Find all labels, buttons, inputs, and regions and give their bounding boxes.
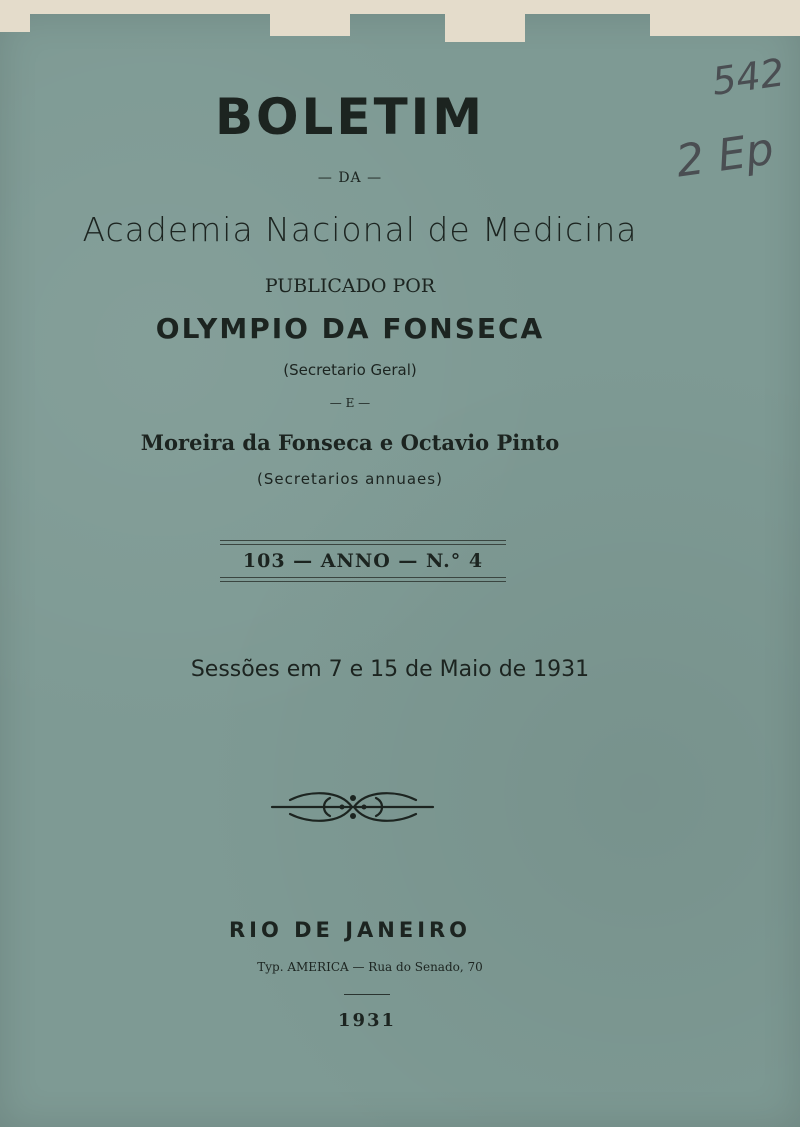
published-by-label: PUBLICADO POR [264, 275, 436, 297]
issue-number: 103 — ANNO — N.° 4 [242, 550, 484, 572]
academy-name: Academia Nacional de Medicina [82, 210, 638, 249]
bulletin-title: BOLETIM [214, 88, 486, 146]
divider [344, 994, 390, 995]
city-name: RIO DE JANEIRO [228, 918, 472, 942]
printer-line: Typ. AMERICA — Rua do Senado, 70 [257, 960, 483, 974]
da-label: — DA — [317, 170, 383, 186]
co-editors-role: (Secretarios annuaes) [257, 470, 443, 488]
torn-edge [270, 14, 350, 36]
publication-year: 1931 [337, 1010, 397, 1031]
torn-edge [650, 14, 800, 36]
torn-edge [0, 14, 30, 32]
publisher-name: OLYMPIO DA FONSECA [155, 312, 545, 345]
conjunction: — E — [329, 396, 371, 410]
handwritten-note: 542 [709, 50, 788, 104]
issue-box [220, 540, 506, 582]
handwritten-note: 2 Ep [672, 123, 777, 188]
co-editors: Moreira da Fonseca e Octavio Pinto [140, 430, 560, 455]
sessions-date: Sessões em 7 e 15 de Maio de 1931 [190, 657, 590, 682]
torn-edge [445, 14, 525, 42]
publisher-role: (Secretario Geral) [283, 361, 417, 379]
ornament-icon [270, 786, 435, 828]
